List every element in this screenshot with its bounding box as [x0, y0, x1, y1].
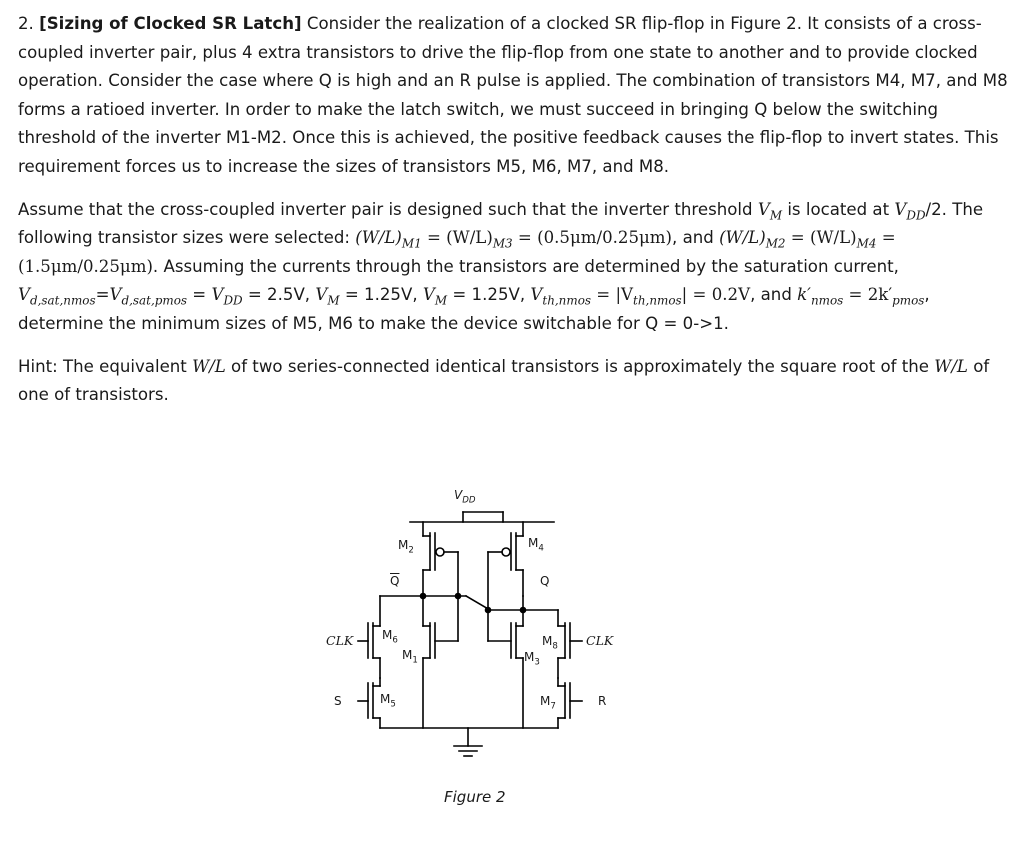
- m7-label: $M_7$: [540, 694, 556, 712]
- m4-label: $M_4$: [528, 536, 544, 554]
- vdd-label: $V_{DD}$: [454, 488, 476, 506]
- s-label: S: [334, 694, 342, 708]
- figure-caption: Figure 2: [444, 788, 506, 806]
- qbar-label: $\overline{Q}$: [390, 574, 400, 588]
- paragraph-1: [18, 10, 1008, 182]
- problem-text: [18, 10, 1008, 410]
- hint-paragraph: Hint: The equivalent W/L of two series-connected identical transistors is approximately the square root of the W/L of one of transistors.: [18, 356, 990, 405]
- transistor-m7: [558, 678, 582, 728]
- clk-left-label: CLK: [326, 633, 354, 648]
- transistor-m4: [488, 522, 523, 596]
- transistor-m1: [423, 596, 458, 728]
- q-label: Q: [540, 574, 550, 588]
- transistor-m3: [488, 610, 523, 728]
- m3-label: $M_3$: [524, 650, 540, 668]
- r-label: R: [598, 694, 607, 708]
- problem-number: 2.: [18, 14, 34, 33]
- transistor-m6: [358, 596, 380, 678]
- transistor-m8: [558, 610, 582, 678]
- paragraph-1-text: Consider the realization of a clocked SR flip-flop in Figure 2. It consists of a cross-coupled inverter pair, plus 4 extra transistors to drive the flip-flop from one state to another and to provide clocked operation. Consider the case where Q is high and an R pulse is applied. The combination of transistors M4, M7, and M8 forms a ratioed inverter. In order to make the latch switch, we must succeed in bringing Q below the switching threshold of the inverter M1-M2. Once this is achieved, the positive feedback causes the flip-flop to invert states. This requirement forces us to increase the sizes of transistors M5, M6, M7, and M8.: [18, 14, 1008, 176]
- m2-label: $M_2$: [398, 538, 414, 556]
- m5-label: $M_5$: [380, 692, 396, 710]
- m6-label: $M_6$: [382, 628, 398, 646]
- paragraph-2: Assume that the cross-coupled inverter pair is designed such that the inverter threshold $V_M$ is located at $V_{DD}/2$. The following transistor sizes were selected: $(W/L)_{M1} = (W/L)_{M3} = (0.5\mu m/0.25\mu m)$, and $(W/L)_{M2} = (W/L)_{M4} = (1.5\mu m/0.25\mu m)$. Assuming the currents through the transistors are determined by the saturation current, $V_{d,sat,nmos}=V_{d,sat,pmos} = V_{DD} = 2.5V$, $V_M = 1.25V$, $V_M = 1.25V$, $V_{th,nmos} = |V_{th,nmos}| = 0.2V$, and $k'_{nmos} = 2k'_{pmos}$, determine the minimum sizes of M5, M6 to make the device switchable for Q = 0->1.: [18, 199, 984, 333]
- transistor-m5: [358, 678, 380, 728]
- circuit-figure: [318, 478, 638, 818]
- clk-right-label: CLK: [586, 633, 614, 648]
- problem-title: [Sizing of Clocked SR Latch]: [39, 14, 302, 33]
- m1-label: $M_1$: [402, 648, 418, 666]
- m8-label: $M_8$: [542, 634, 558, 652]
- circuit-schematic: [318, 478, 638, 818]
- transistor-m2: [423, 522, 458, 596]
